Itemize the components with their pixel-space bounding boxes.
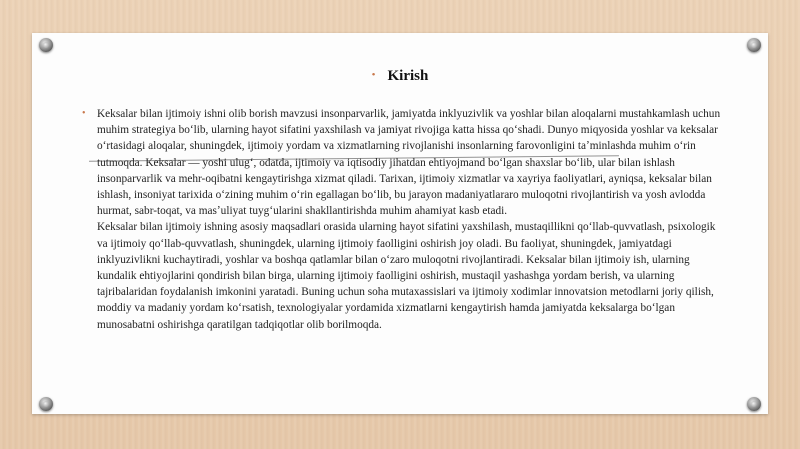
pushpin-icon — [39, 38, 53, 52]
slide-title: Kirish — [387, 68, 429, 84]
slide-title-row — [0, 68, 800, 85]
paragraph-1: Keksalar bilan ijtimoiy ishni olib borish mavzusi insonparvarlik, jamiyatda inklyuzivlik va yoshlar bilan aloqalarni mustahkamlash uchun muhim strategiya boʻlib, ularning hayot sifatini yaxshilash va jamiyat rivojiga katta hissa qoʻshadi. Dunyo miqyosida yoshlar va keksalar oʻrtasidagi aloqalar, shuningdek, ijtimoiy yordam va xizmatlarning rivojlanishi insonlarning farovonligini taʼminlashda muhim oʻrin tutmoqda. Keksalar — yoshi ulugʻ, odatda, ijtimoiy va iqtisodiy jihatdan ehtiyojmand boʻlgan shaxslar boʻlib, ular bilan ishlash insonparvarlik va mehr-oqibatni kengaytirishga xizmat qiladi. Tarixan, ijtimoiy xizmatlar va xayriya faoliyatlari, ayniqsa, keksalar bilan ishlash, insoniyat tarixida oʻzining muhim oʻrin egallagan boʻlib, bu jarayon madaniyatlararo muloqotni rivojlantirish va yosh avlodda hurmat, sabr-toqat, va masʼuliyat tuygʻularini shakllantirishda muhim ahamiyat kasb etadi. — [97, 108, 721, 218]
bullet-icon: • — [82, 108, 86, 119]
pushpin-icon — [747, 397, 761, 411]
slide-body — [82, 106, 727, 333]
bullet-icon: • — [371, 69, 376, 81]
pushpin-icon — [747, 38, 761, 52]
pushpin-icon — [39, 397, 53, 411]
paragraph-2: Keksalar bilan ijtimoiy ishning asosiy maqsadlari orasida ularning hayot sifatini yaxshilash, mustaqillikni qoʻllab-quvvatlash, psixologik va ijtimoiy qoʻllab-quvvatlash, shuningdek, ularning ijtimoiy faolligini oshirish joy oladi. Bu faoliyat, shuningdek, jamiyatdagi inklyuzivlikni kuchaytiradi, yoshlar va boshqa qatlamlar bilan oʻzaro muloqotni rivojlantiradi. Keksalar bilan ijtimoiy ish, ularning kundalik ehtiyojlarini qondirish bilan birga, ularning ijtimoiy faolligini oshirish, mustaqil yashashga yordam berish, va ularning tajribalaridan foydalanish imkonini yaratadi. Buning uchun soha mutaxassislari va ijtimoiy xodimlar innovatsion metodlarni joriy qilish, moddiy va madaniy yordam koʻrsatish, texnologiyalar yordamida xizmatlarni kengaytirish hamda jamiyatda keksalarga boʻlgan munosabatni oshirishga qaratilgan tadqiqotlar olib borilmoqda. — [97, 221, 716, 331]
